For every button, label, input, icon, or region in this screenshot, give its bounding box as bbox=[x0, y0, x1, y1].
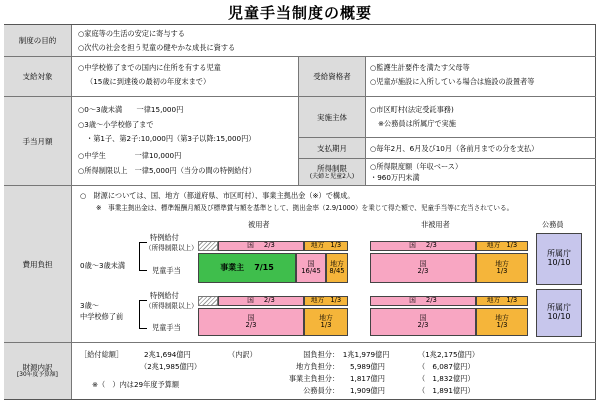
local-share-bar bbox=[476, 241, 528, 251]
national-label: 国 bbox=[307, 259, 315, 268]
special-benefit-2: 特例給付 bbox=[150, 291, 179, 300]
bracket bbox=[139, 328, 147, 329]
local-fraction: 1/3 bbox=[506, 296, 518, 305]
local-fraction: 1/3 bbox=[330, 241, 342, 250]
breakdown-local-value: ： 5,989億円 bbox=[332, 362, 385, 371]
breakdown-national-name: 国負担分 bbox=[303, 350, 332, 359]
amount-line-1: ○0～3歳未満 一律15,000円 bbox=[78, 105, 184, 114]
hatched-segment bbox=[198, 241, 218, 251]
employer-label: 事業主 bbox=[220, 262, 245, 272]
eligibility-line-1: ○中学校修了までの国内に住所を有する児童 bbox=[78, 63, 221, 72]
public-office-fraction: 10/10 bbox=[547, 312, 571, 321]
payment-text: ○毎年2月、6月及び10月（各前月までの分を支払） bbox=[370, 144, 539, 153]
finance-label: 財源内訳 bbox=[22, 363, 53, 373]
local-fraction: 1/3 bbox=[330, 296, 342, 305]
total-prev: （2兆1,985億円） bbox=[140, 362, 202, 371]
allowance-1: 児童手当 bbox=[152, 266, 181, 275]
national-fraction: 2/3 bbox=[245, 321, 257, 329]
local-fraction: 8/45 bbox=[329, 267, 345, 275]
public-office-box bbox=[536, 289, 582, 337]
local-share-bar bbox=[476, 296, 528, 306]
income-limit-sublabel: (夫婦と児童2人) bbox=[309, 172, 355, 180]
national-share-bar bbox=[370, 308, 476, 336]
breakdown-employer-value: ： 1,817億円 bbox=[332, 374, 385, 383]
local-share-bar bbox=[326, 253, 348, 283]
allowance-2: 児童手当 bbox=[152, 323, 181, 332]
national-fraction: 16/45 bbox=[301, 267, 321, 275]
local-share-bar bbox=[304, 296, 348, 306]
special-benefit-2-sub: （所得制限以上） bbox=[145, 302, 198, 310]
public-office-fraction: 10/10 bbox=[547, 258, 571, 267]
local-label: 地方 bbox=[310, 296, 325, 305]
national-share-bar bbox=[218, 241, 304, 251]
breakdown-local-name: 地方負担分 bbox=[296, 362, 332, 371]
employer-share-bar bbox=[198, 253, 296, 283]
finance-cell bbox=[4, 343, 72, 399]
national-label: 国 bbox=[247, 241, 254, 250]
special-benefit-1: 特例給付 bbox=[150, 233, 179, 242]
national-fraction: 2/3 bbox=[263, 241, 275, 250]
total-value: 2兆1,694億円 bbox=[144, 350, 191, 359]
public-office-label: 所属庁 bbox=[547, 303, 571, 313]
national-label: 国 bbox=[247, 296, 254, 305]
finance-sublabel: [30年度予算額] bbox=[17, 372, 58, 379]
breakdown-label: （内訳） bbox=[228, 350, 257, 359]
national-fraction: 2/3 bbox=[425, 241, 437, 250]
breakdown-national-value: ： 1兆1,979億円 bbox=[332, 350, 390, 359]
local-label: 地方 bbox=[310, 241, 325, 250]
amount-line-3: ・第1子、第2子:10,000円（第3子以降:15,000円） bbox=[86, 134, 256, 143]
burden-label: 費用負担 bbox=[4, 186, 72, 342]
group-age-0-3: 0歳～3歳未満 bbox=[80, 261, 126, 270]
purpose-label: 制度の目的 bbox=[4, 25, 72, 56]
page-title: 児童手当制度の概要 bbox=[227, 4, 372, 22]
implementer-label: 実施主体 bbox=[298, 97, 366, 137]
breakdown-public-name: 公務員分 bbox=[303, 386, 332, 395]
local-share-bar bbox=[304, 308, 348, 336]
income-limit-cell bbox=[298, 159, 366, 185]
national-fraction: 2/3 bbox=[263, 296, 275, 305]
implementer-line-2: ※公務員は所属庁で実施 bbox=[378, 119, 456, 128]
public-office-box bbox=[536, 233, 582, 285]
recipients-line-1: ○監護生計要件を満たす父母等 bbox=[370, 63, 470, 72]
group-age-3: 3歳～ bbox=[80, 301, 99, 310]
national-label: 国 bbox=[409, 241, 416, 250]
group-junior-high: 中学校修了前 bbox=[80, 312, 124, 321]
national-label: 国 bbox=[247, 313, 255, 322]
local-label: 地方 bbox=[486, 296, 501, 305]
national-share-bar bbox=[370, 241, 476, 251]
breakdown-public-prev: （ 1,891億円） bbox=[418, 386, 475, 395]
breakdown-local-prev: （ 6,087億円） bbox=[418, 362, 475, 371]
column-nonemployed: 非被用者 bbox=[421, 220, 450, 229]
amount-line-5: ○所得制限以上 一律5,000円（当分の間の特例給付） bbox=[78, 166, 256, 175]
bracket bbox=[139, 270, 147, 271]
public-office-label: 所属庁 bbox=[547, 249, 571, 259]
local-fraction: 1/3 bbox=[320, 321, 332, 329]
column-employed: 被用者 bbox=[248, 220, 270, 229]
employer-fraction: 7/15 bbox=[254, 262, 274, 272]
national-label: 国 bbox=[419, 313, 427, 322]
recipients-label: 受給資格者 bbox=[298, 57, 366, 96]
local-fraction: 1/3 bbox=[506, 241, 518, 250]
national-share-bar bbox=[370, 253, 476, 283]
national-fraction: 2/3 bbox=[417, 321, 429, 329]
national-label: 国 bbox=[419, 259, 427, 268]
total-label: ［給付総額］ bbox=[80, 350, 124, 359]
finance-footnote: ※（ ）内は29年度予算額 bbox=[92, 380, 180, 389]
breakdown-public-value: ： 1,909億円 bbox=[332, 386, 385, 395]
local-label: 地方 bbox=[495, 259, 509, 268]
amount-line-2: ○3歳～小学校修了まで bbox=[78, 120, 154, 129]
breakdown-national-prev: （1兆2,175億円） bbox=[418, 350, 480, 359]
amount-label: 手当月額 bbox=[4, 97, 72, 185]
recipients-line-2: ○児童が施設に入所している場合は施設の設置者等 bbox=[370, 77, 535, 86]
column-public: 公務員 bbox=[542, 220, 564, 229]
bracket bbox=[139, 300, 140, 328]
special-benefit-1-sub: （所得制限以上） bbox=[145, 244, 198, 252]
local-label: 地方 bbox=[330, 259, 344, 268]
national-share-bar bbox=[370, 296, 476, 306]
purpose-line-1: ○家庭等の生活の安定に寄与する bbox=[78, 29, 185, 38]
eligibility-line-2: （15歳に到達後の最初の年度末まで） bbox=[86, 77, 211, 86]
row-divider bbox=[4, 185, 596, 186]
implementer-line-1: ○市区町村(法定受託事務) bbox=[370, 105, 454, 114]
income-limit-label: 所得制限 bbox=[317, 163, 347, 173]
local-label: 地方 bbox=[495, 313, 509, 322]
local-fraction: 1/3 bbox=[496, 321, 508, 329]
national-fraction: 2/3 bbox=[425, 296, 437, 305]
national-share-bar bbox=[198, 308, 304, 336]
income-limit-line-2: ・960万円未満 bbox=[370, 173, 420, 182]
local-share-bar bbox=[476, 253, 528, 283]
burden-note-2: ※ 事業主拠出金は、標準報酬月額及び標準賞与額を基準として、拠出金率（2.9/1000）を乗じて得た額で、児童手当等に充当されている。 bbox=[96, 204, 514, 212]
row-divider bbox=[4, 342, 596, 343]
income-limit-line-1: ○所得限度額（年収ベース） bbox=[370, 162, 463, 171]
local-share-bar bbox=[476, 308, 528, 336]
national-label: 国 bbox=[409, 296, 416, 305]
burden-note-1: ○ 財源については、国、地方（都道府県、市区町村）、事業主拠出金（※）で構成。 bbox=[80, 191, 355, 200]
local-label: 地方 bbox=[486, 241, 501, 250]
local-fraction: 1/3 bbox=[496, 267, 508, 275]
bracket bbox=[139, 242, 140, 270]
local-label: 地方 bbox=[319, 313, 333, 322]
national-share-bar bbox=[296, 253, 326, 283]
national-fraction: 2/3 bbox=[417, 267, 429, 275]
hatched-segment bbox=[198, 296, 218, 306]
purpose-line-2: ○次代の社会を担う児童の健やかな成長に資する bbox=[78, 43, 236, 52]
local-share-bar bbox=[304, 241, 348, 251]
breakdown-employer-name: 事業主負担分 bbox=[288, 374, 332, 383]
breakdown-employer-prev: （ 1,832億円） bbox=[418, 374, 475, 383]
payment-label: 支払期月 bbox=[298, 138, 366, 158]
amount-line-4: ○中学生 一律10,000円 bbox=[78, 151, 182, 160]
eligibility-label: 支給対象 bbox=[4, 57, 72, 96]
national-share-bar bbox=[218, 296, 304, 306]
